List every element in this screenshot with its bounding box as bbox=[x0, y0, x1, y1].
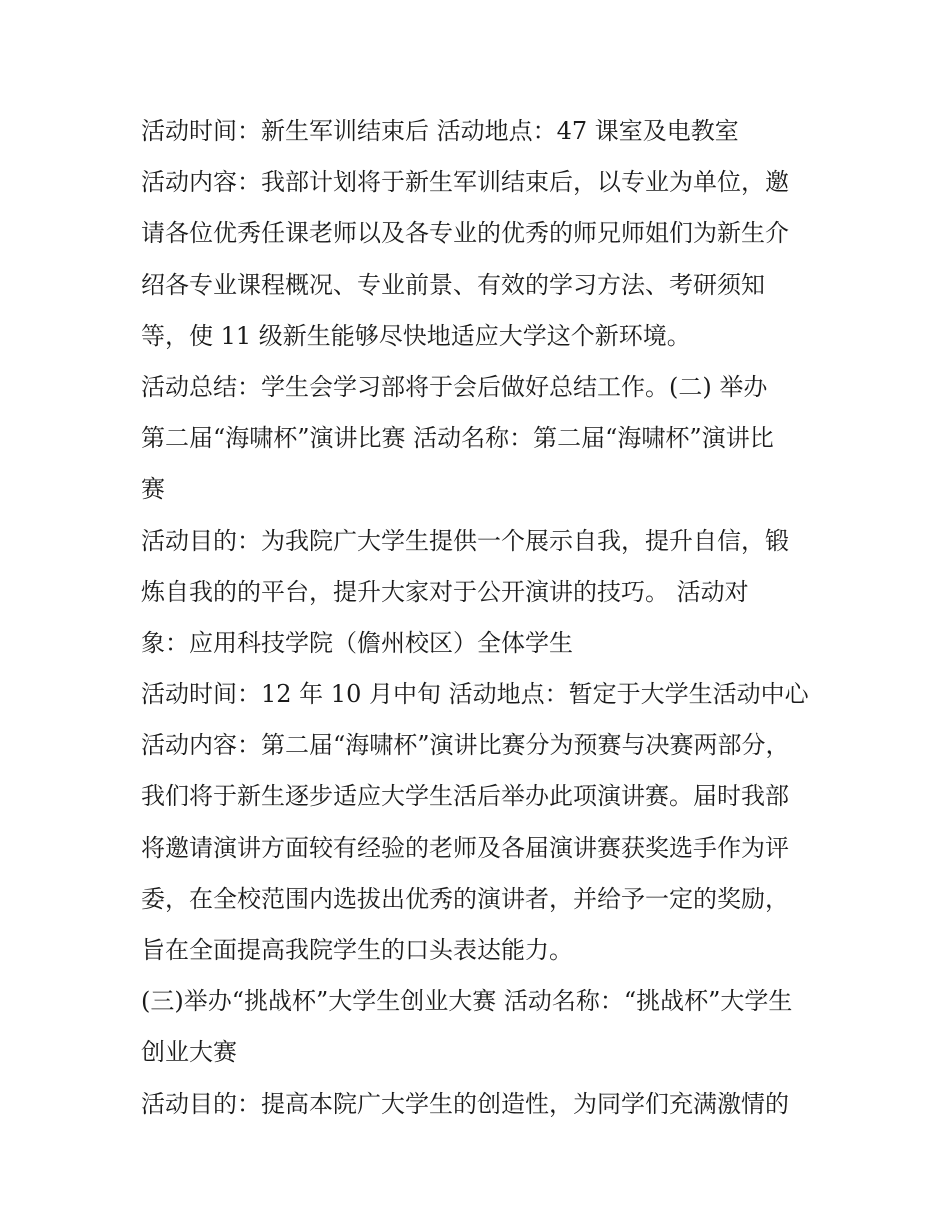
text-line: 象：应用科技学院（儋州校区）全体学生 bbox=[141, 628, 573, 657]
text-line: 将邀请演讲方面较有经验的老师及各届演讲赛获奖选手作为评 bbox=[141, 833, 789, 862]
text-line: 请各位优秀任课老师以及各专业的优秀的师兄师姐们为新生介 bbox=[141, 219, 789, 248]
body-text bbox=[141, 106, 821, 1130]
text-line: 绍各专业课程概况、专业前景、有效的学习方法、考研须知 bbox=[141, 270, 765, 299]
text-line: 活动时间：新生军训结束后 活动地点：47 课室及电教室 bbox=[141, 117, 739, 145]
text-line: 旨在全面提高我院学生的口头表达能力。 bbox=[141, 936, 573, 964]
text-line: 活动内容：第二届“海啸杯”演讲比赛分为预赛与决赛两部分， bbox=[141, 731, 790, 760]
text-line: 赛 bbox=[141, 475, 165, 504]
text-line: 炼自我的的平台，提升大家对于公开演讲的技巧。 活动对 bbox=[141, 577, 749, 606]
text-line: 创业大赛 bbox=[141, 1038, 237, 1067]
text-line: 活动时间：12 年 10 月中旬 活动地点：暂定于大学生活动中心 bbox=[141, 680, 809, 709]
text-line: 活动总结：学生会学习部将于会后做好总结工作。(二) 举办 bbox=[141, 372, 768, 401]
text-line: (三)举办“挑战杯”大学生创业大赛 活动名称：“挑战杯”大学生 bbox=[141, 987, 793, 1016]
text-line: 委，在全校范围内选拔出优秀的演讲者，并给予一定的奖励， bbox=[141, 884, 789, 913]
text-line: 活动目的：为我院广大学生提供一个展示自我，提升自信，锻 bbox=[141, 526, 789, 555]
text-line: 第二届“海啸杯”演讲比赛 活动名称：第二届“海啸杯”演讲比 bbox=[141, 424, 774, 453]
text-line: 活动目的：提高本院广大学生的创造性，为同学们充满激情的 bbox=[141, 1089, 789, 1118]
text-line: 活动内容：我部计划将于新生军训结束后，以专业为单位，邀 bbox=[141, 168, 789, 197]
text-line: 等，使 11 级新生能够尽快地适应大学这个新环境。 bbox=[141, 321, 691, 350]
text-line: 我们将于新生逐步适应大学生活后举办此项演讲赛。届时我部 bbox=[141, 782, 789, 811]
